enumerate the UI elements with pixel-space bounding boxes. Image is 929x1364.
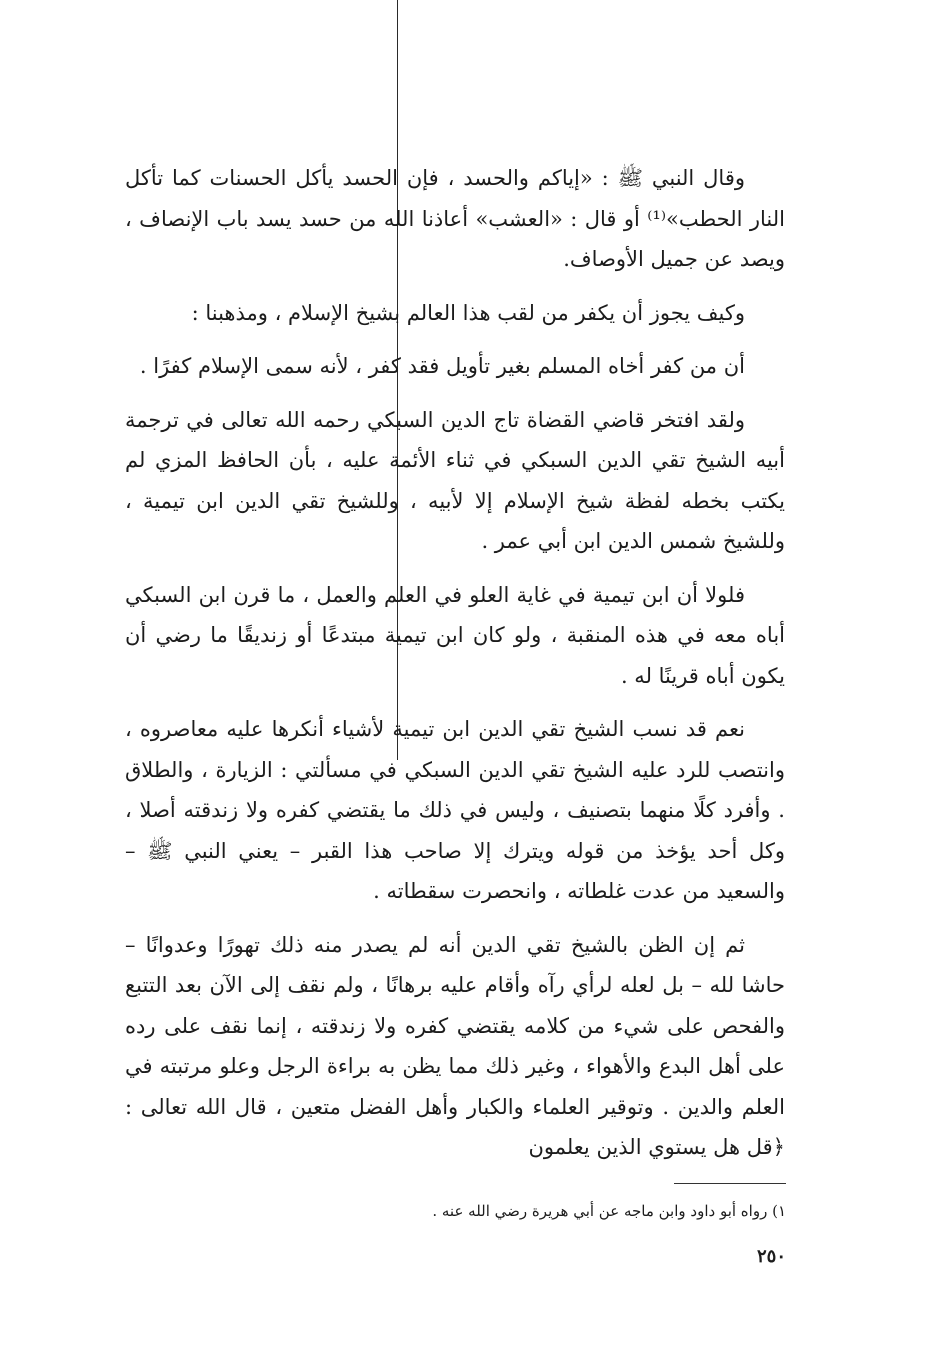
body-text	[125, 158, 785, 1181]
paragraph-3: أن من كفر أخاه المسلم بغير تأويل فقد كفر ، لأنه سمى الإسلام كفرًا .	[139, 354, 745, 378]
page-number: ٢٥٠	[756, 1246, 786, 1267]
paragraph-6: نعم قد نسب الشيخ تقي الدين ابن تيمية لأشياء أنكرها عليه معاصروه ، وانتصب للرد عليه الشيخ تقي الدين السبكي في مسألتي : الزيارة ، والطلاق . وأفرد كلًا منهما بتصنيف ، وليس في ذلك ما يقتضي كفره ولا زندقته أصلا ، وكل أحد يؤخذ من قوله ويترك إلا صاحب هذا القبر – يعني النبي ﷺ – والسعيد من عدت غلطاته ، وانحصرت سقطاته .	[125, 717, 785, 903]
paragraph-2: وكيف يجوز أن يكفر من لقب هذا العالم بشيخ الإسلام ، ومذهبنا :	[191, 300, 745, 325]
footnote-divider	[674, 1183, 786, 1184]
paragraph-1: وقال النبي ﷺ : «إياكم والحسد ، فإن الحسد يأكل الحسنات كما تأكل النار الحطب»⁽¹⁾ أو قال : «العشب» أعاذنا الله من حسد يسد باب الإنصاف ، ويصد عن جميل الأوصاف.	[125, 166, 785, 271]
paragraph-5: فلولا أن ابن تيمية في غاية العلو في العلم والعمل ، ما قرن ابن السبكي أباه معه في هذه المنقبة ، ولو كان ابن تيمية مبتدعًا أو زنديقًا ما رضي أن يكون أباه قرينًا له .	[125, 582, 785, 688]
paragraph-7: ثم إن الظن بالشيخ تقي الدين أنه لم يصدر منه ذلك تهورًا وعدوانًا – حاشا لله – بل لعله لرأي رآه وأقام عليه برهانًا ، ولم نقف إلى الآن بعد التتبع والفحص على شيء من كلامه يقتضي كفره ولا زندقته ، إنما نقف على رده على أهل البدع والأهواء ، وغير ذلك مما يظن به براءة الرجل وعلو مرتبته في العلم والدين . وتوقير العلماء والكبار وأهل الفضل متعين ، قال الله تعالى : ﴿قل هل يستوي الذين يعلمون	[125, 932, 785, 1159]
footnote: ١) رواه أبو داود وابن ماجه عن أبي هريرة رضي الله عنه .	[432, 1202, 786, 1220]
paragraph-4: ولقد افتخر قاضي القضاة تاج الدين السبكي رحمه الله تعالى في ترجمة أبيه الشيخ تقي الدين السبكي في ثناء الأئمة عليه ، بأن الحافظ المزي لم يكتب بخطه لفظة شيخ الإسلام إلا لأبيه ، وللشيخ تقي الدين ابن تيمية ، وللشيخ شمس الدين ابن أبي عمر .	[125, 407, 785, 553]
